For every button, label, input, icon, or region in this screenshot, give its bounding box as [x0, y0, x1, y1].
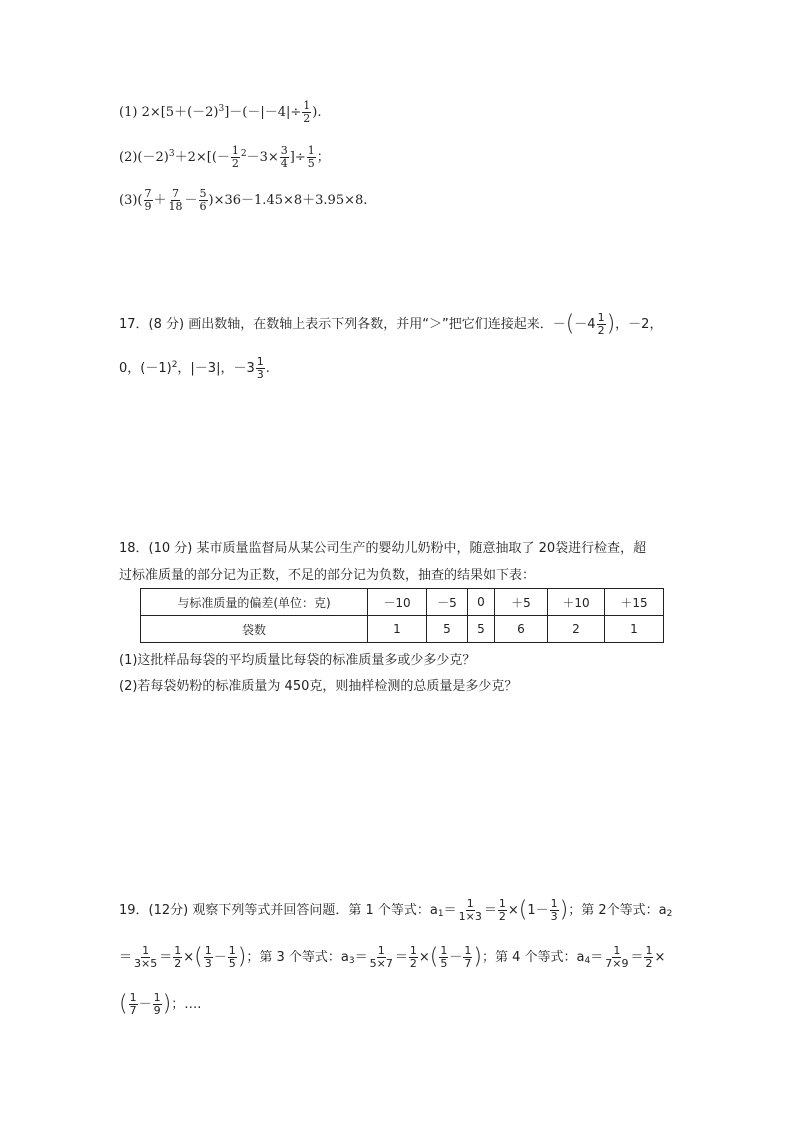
expr: ).	[312, 105, 322, 121]
fraction	[129, 992, 138, 1017]
numerator: 1	[204, 944, 212, 957]
numerator: 1	[409, 944, 417, 957]
fraction	[280, 145, 289, 170]
numerator: 7	[144, 187, 152, 200]
question-text: 19．(12分) 观察下列等式并回答问题．第 1 个等式：a	[119, 903, 438, 919]
fraction	[369, 945, 394, 970]
exponent: 2	[171, 360, 178, 371]
expr: ＋2×[(－	[174, 150, 230, 166]
table-cell: 6	[495, 616, 548, 643]
fraction	[256, 356, 265, 381]
table-cell: 与标准质量的偏差(单位：克)	[141, 589, 368, 616]
numerator: 1	[231, 144, 239, 157]
fraction	[458, 898, 483, 923]
subscript: 4	[584, 956, 591, 967]
table-cell: ＋5	[495, 589, 548, 616]
subscript: 1	[437, 909, 444, 920]
operator: ×	[654, 950, 666, 966]
numerator: 7	[172, 187, 180, 200]
subscript: 2	[666, 909, 673, 920]
denominator: 6	[199, 200, 207, 214]
operator: ＋	[153, 193, 167, 209]
question-text: ；….	[171, 997, 202, 1013]
operator: ＝	[630, 950, 644, 966]
numerator: 1	[129, 991, 137, 1004]
paren-open: (	[429, 944, 439, 970]
paren-open: (	[565, 311, 575, 337]
expr: ]÷	[289, 150, 306, 166]
numerator: 3	[280, 144, 288, 157]
fraction	[173, 945, 182, 970]
expr: .	[265, 361, 270, 377]
paren-close: )	[473, 944, 482, 970]
question-text: ；第 4 个等式：a	[481, 950, 585, 966]
fraction	[302, 100, 311, 125]
table-cell: －10	[368, 589, 427, 616]
numerator: 1	[498, 897, 506, 910]
numerator: 5	[199, 187, 207, 200]
q18-line-2: 过标准质量的部分记为正数，不足的部分记为负数，抽查的结果如下表：	[119, 568, 536, 583]
item-label: (1)	[119, 105, 138, 121]
fraction	[228, 945, 237, 970]
paren-close: )	[237, 944, 247, 970]
fraction	[644, 945, 653, 970]
table-cell: 1	[605, 616, 664, 643]
fraction	[550, 898, 559, 923]
q18-sub-1: (1)这批样品每袋的平均质量比每袋的标准质量多或少多少克？	[119, 653, 476, 668]
expr: ；	[316, 150, 330, 166]
question-text: ；第 3 个等式：a	[246, 950, 349, 966]
expr: 2×[5＋(－2)	[141, 105, 219, 121]
operator: ×	[418, 950, 430, 966]
denominator: 5	[228, 957, 236, 971]
fraction	[204, 945, 213, 970]
numerator: 1	[377, 944, 385, 957]
operator: ＝	[394, 950, 408, 966]
operator: ＝	[159, 950, 173, 966]
denominator: 2	[597, 324, 605, 338]
numerator: 1	[153, 991, 161, 1004]
denominator: 3	[256, 368, 264, 382]
paren-open: (	[518, 897, 528, 923]
item-label: (3)(	[119, 193, 143, 209]
numerator: 1	[613, 944, 621, 957]
numerator: 1	[256, 355, 264, 368]
exponent: 3	[218, 104, 225, 115]
q18-sub-2: (2)若每袋奶粉的标准质量为 450克，则抽样检测的总质量是多少克？	[119, 679, 518, 694]
operator: ×	[507, 903, 519, 919]
exponent: 2	[240, 149, 247, 160]
q19-line-2: ＝ $\frac{1}{3\times 5}$ ＝ $\frac{1}{2}$ ×( $\frac{1}{3}$ － $\frac{1}{5}$ )；第 3 个等式：$a_3=$ $\frac{1}{5\times 7}$ ＝ $\frac{1}{2}$ ×( $\frac{1}{5}$ － $\frac{1}{7}$ )；第 4 个等式：$a_4=$ $\frac{1}{7\times 9}$ ＝ $\frac{1}{2}$ ×	[119, 944, 666, 971]
q16-item-2	[119, 145, 330, 170]
denominator: 5×7	[369, 957, 393, 971]
fraction	[604, 945, 629, 970]
operator: ＝	[590, 950, 604, 966]
table-cell: 袋数	[141, 616, 368, 643]
exponent: 3	[168, 149, 175, 160]
fraction	[199, 188, 208, 213]
expr: (－2)	[137, 150, 169, 166]
fraction	[409, 945, 418, 970]
fraction	[463, 945, 472, 970]
q16-item-3	[119, 188, 367, 213]
number: 0，(－1)	[119, 361, 172, 377]
operator: ＝	[443, 903, 457, 919]
subscript: 3	[348, 956, 355, 967]
fraction	[153, 992, 162, 1017]
q16-item-1	[119, 100, 322, 125]
denominator: 2	[231, 157, 239, 171]
table-cell: 5	[427, 616, 468, 643]
expr: ]－(－|－4|÷	[224, 105, 302, 121]
numerator: 1	[174, 944, 182, 957]
table-row	[141, 589, 664, 616]
fraction	[597, 312, 606, 337]
operator: －	[184, 193, 198, 209]
operator: ×	[183, 950, 195, 966]
numerator: 1	[142, 944, 150, 957]
fraction	[168, 188, 184, 213]
fraction	[439, 945, 448, 970]
numerator: 1	[303, 99, 311, 112]
numerator: 1	[440, 944, 448, 957]
denominator: 7	[129, 1004, 137, 1018]
numerator: 1	[645, 944, 653, 957]
operator: ＝	[119, 950, 133, 966]
table-cell: ＋15	[605, 589, 664, 616]
denominator: 4	[280, 157, 288, 171]
table-cell: －5	[427, 589, 468, 616]
expr: )×36－1.45×8＋3.95×8.	[208, 193, 368, 209]
question-text: 17．(8 分) 画出数轴，在数轴上表示下列各数，并用“＞”把它们连接起来．－	[119, 317, 566, 333]
fraction	[307, 145, 316, 170]
denominator: 3×5	[134, 957, 158, 971]
question-text: ；第 2个等式：a	[568, 903, 667, 919]
numerator: 1	[550, 897, 558, 910]
fraction	[231, 145, 240, 170]
denominator: 9	[144, 200, 152, 214]
operator: ＝	[483, 903, 497, 919]
q17-line-2	[119, 356, 270, 381]
numerator: 1	[228, 944, 236, 957]
denominator: 2	[409, 957, 417, 971]
paren-open: (	[194, 944, 203, 970]
denominator: 2	[174, 957, 182, 971]
expr: －3×	[246, 150, 279, 166]
denominator: 3	[204, 957, 212, 971]
numerator: 1	[464, 944, 472, 957]
paren-close: )	[559, 897, 569, 923]
numerator: 1	[466, 897, 474, 910]
q17-line-1	[119, 312, 662, 337]
expr: 1－	[527, 903, 549, 919]
number: －4	[574, 317, 596, 333]
table-cell: 1	[368, 616, 427, 643]
q18-line-1: 18．(10 分) 某市质量监督局从某公司生产的婴幼儿奶粉中，随意抽取了 20袋进行检查，超	[119, 541, 647, 556]
denominator: 5	[307, 157, 315, 171]
paren-close: )	[606, 311, 616, 337]
table-row	[141, 616, 664, 643]
q19-line-1	[119, 898, 672, 923]
deviation-table	[140, 588, 664, 643]
table-cell: 2	[548, 616, 605, 643]
table-cell: 5	[468, 616, 495, 643]
table-cell: ＋10	[548, 589, 605, 616]
denominator: 2	[498, 910, 506, 924]
number: ，|－3|，－3	[177, 361, 255, 377]
denominator: 18	[168, 200, 183, 214]
paren-open: (	[119, 991, 128, 1017]
paren-close: )	[162, 991, 172, 1017]
numerator: 1	[307, 144, 315, 157]
fraction	[498, 898, 507, 923]
item-label: (2)	[119, 150, 138, 166]
denominator: 7	[464, 957, 472, 971]
denominator: 3	[550, 910, 558, 924]
denominator: 2	[645, 957, 653, 971]
denominator: 2	[303, 112, 311, 126]
operator: ＝	[354, 950, 368, 966]
fraction	[133, 945, 158, 970]
numerator: 1	[597, 311, 605, 324]
denominator: 7×9	[605, 957, 629, 971]
denominator: 1×3	[458, 910, 482, 924]
denominator: 9	[153, 1004, 161, 1018]
table-cell: 0	[468, 589, 495, 616]
fraction	[144, 188, 153, 213]
number: ，－2，	[615, 317, 663, 333]
q19-line-3: ( $\frac{1}{7}$ － $\frac{1}{9}$ )；….	[119, 991, 202, 1018]
denominator: 5	[440, 957, 448, 971]
